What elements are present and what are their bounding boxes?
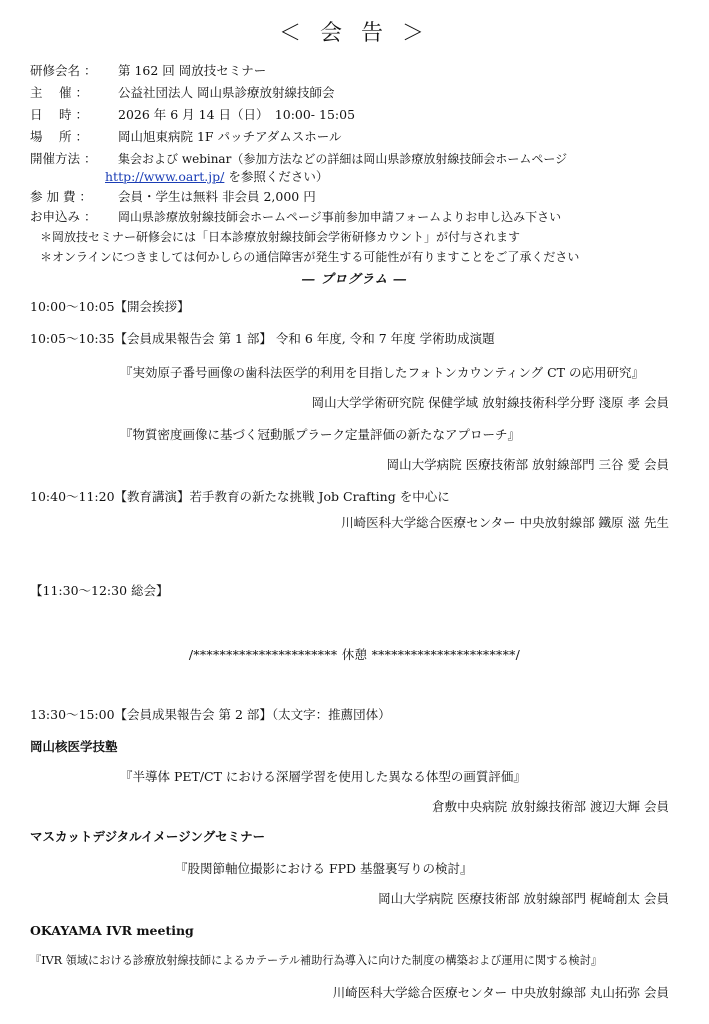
talk1-title: 『実効原子番号画像の歯科法医学的利用を目指したフォトンカウンティング CT の応用研究』	[120, 365, 644, 380]
datetime-label: 日 時 ：	[30, 107, 88, 122]
group3-talk-title: 『IVR 領域における診療放射線技師によるカテーテル補助行為導入に向けた制度の構築および運用に関する検討』	[30, 954, 603, 967]
fee-row	[30, 188, 316, 206]
group-okayama-nuclear: 岡山核医学技塾	[30, 739, 118, 754]
group-okayama-ivr: OKAYAMA IVR meeting	[30, 923, 194, 938]
group3-speaker: 川崎医科大学総合医療センター 中央放射線部 丸山拓弥 会員	[332, 985, 669, 1000]
group1-speaker: 倉敷中央病院 放射線技術部 渡辺大輝 会員	[432, 799, 669, 814]
method-link-row	[105, 168, 328, 186]
general-meeting: 【11:30〜12:30 総会】	[30, 583, 169, 598]
method-label: 開催方法 ：	[30, 151, 97, 166]
datetime-value: 2026 年 6 月 14 日（日） 10:00- 15:05	[118, 107, 356, 122]
education-lecture: 10:40〜11:20【教育講演】若手教育の新たな挑戦 Job Crafting を中心に	[30, 489, 450, 504]
apply-value: 岡山県診療放射線技師会ホームページ事前参加申請フォームよりお申し込み下さい	[118, 210, 562, 224]
group1-talk-title: 『半導体 PET/CT における深層学習を使用した異なる体型の画質評価』	[120, 769, 526, 784]
fee-label: 参 加 費 ：	[30, 189, 92, 204]
method-suffix: を参照ください）	[224, 169, 329, 184]
fee-value: 会員・学生は無料 非会員 2,000 円	[118, 189, 316, 204]
opening-item: 10:00〜10:05【開会挨拶】	[30, 299, 190, 314]
venue-row	[30, 128, 341, 146]
apply-label: お申込み ：	[30, 209, 97, 224]
seminar-name-value: 第 162 回 岡放技セミナー	[118, 63, 267, 78]
seminar-name-label: 研修会名 ：	[30, 63, 97, 78]
datetime-row	[30, 106, 355, 124]
group2-speaker: 岡山大学病院 医療技術部 放射線部門 梶崎創太 会員	[378, 891, 669, 906]
talk2-title: 『物質密度画像に基づく冠動脈プラーク定量評価の新たなアプローチ』	[120, 427, 521, 442]
group-muscat-imaging: マスカットデジタルイメージングセミナー	[30, 829, 266, 844]
venue-value: 岡山旭東病院 1F パッチアダムスホール	[118, 129, 342, 144]
method-row	[30, 150, 567, 168]
website-link[interactable]: http://www.oart.jp/	[105, 169, 225, 184]
host-row	[30, 84, 334, 102]
session1-item: 10:05〜10:35【会員成果報告会 第 1 部】 令和 6 年度, 令和 7 年度 学術助成演題	[30, 331, 495, 346]
session2-item: 13:30〜15:00【会員成果報告会 第 2 部】（太文字：推薦団体）	[30, 707, 391, 722]
seminar-name-row	[30, 62, 266, 80]
page-title: ＜ 会 告 ＞	[279, 21, 430, 46]
program-heading: ― プログラム ―	[301, 271, 408, 286]
host-value: 公益社団法人 岡山県診療放射線技師会	[118, 85, 335, 100]
host-label: 主 催 ：	[30, 85, 88, 100]
talk1-speaker: 岡山大学学術研究院 保健学域 放射線技術科学分野 淺原 孝 会員	[311, 395, 669, 410]
venue-label: 場 所 ：	[30, 129, 88, 144]
method-value: 集会および webinar（参加方法などの詳細は岡山県診療放射線技師会ホームページ	[118, 152, 568, 166]
education-speaker: 川崎医科大学総合医療センター 中央放射線部 鐵原 滋 先生	[341, 515, 669, 530]
note-online: ＊オンラインにつきましては何かしらの通信障害が発生する可能性が有りますことをご了承ください	[40, 250, 580, 264]
apply-row	[30, 208, 561, 226]
talk2-speaker: 岡山大学病院 医療技術部 放射線部門 三谷 愛 会員	[386, 457, 669, 472]
note-credit: ＊岡放技セミナー研修会には「日本診療放射線技師会学術研修カウント」が付与されます	[40, 230, 521, 244]
group2-talk-title: 『股関節軸位撮影における FPD 基盤裏写りの検討』	[175, 861, 473, 876]
break-line: /********************** 休憩 **********************/	[188, 647, 521, 662]
